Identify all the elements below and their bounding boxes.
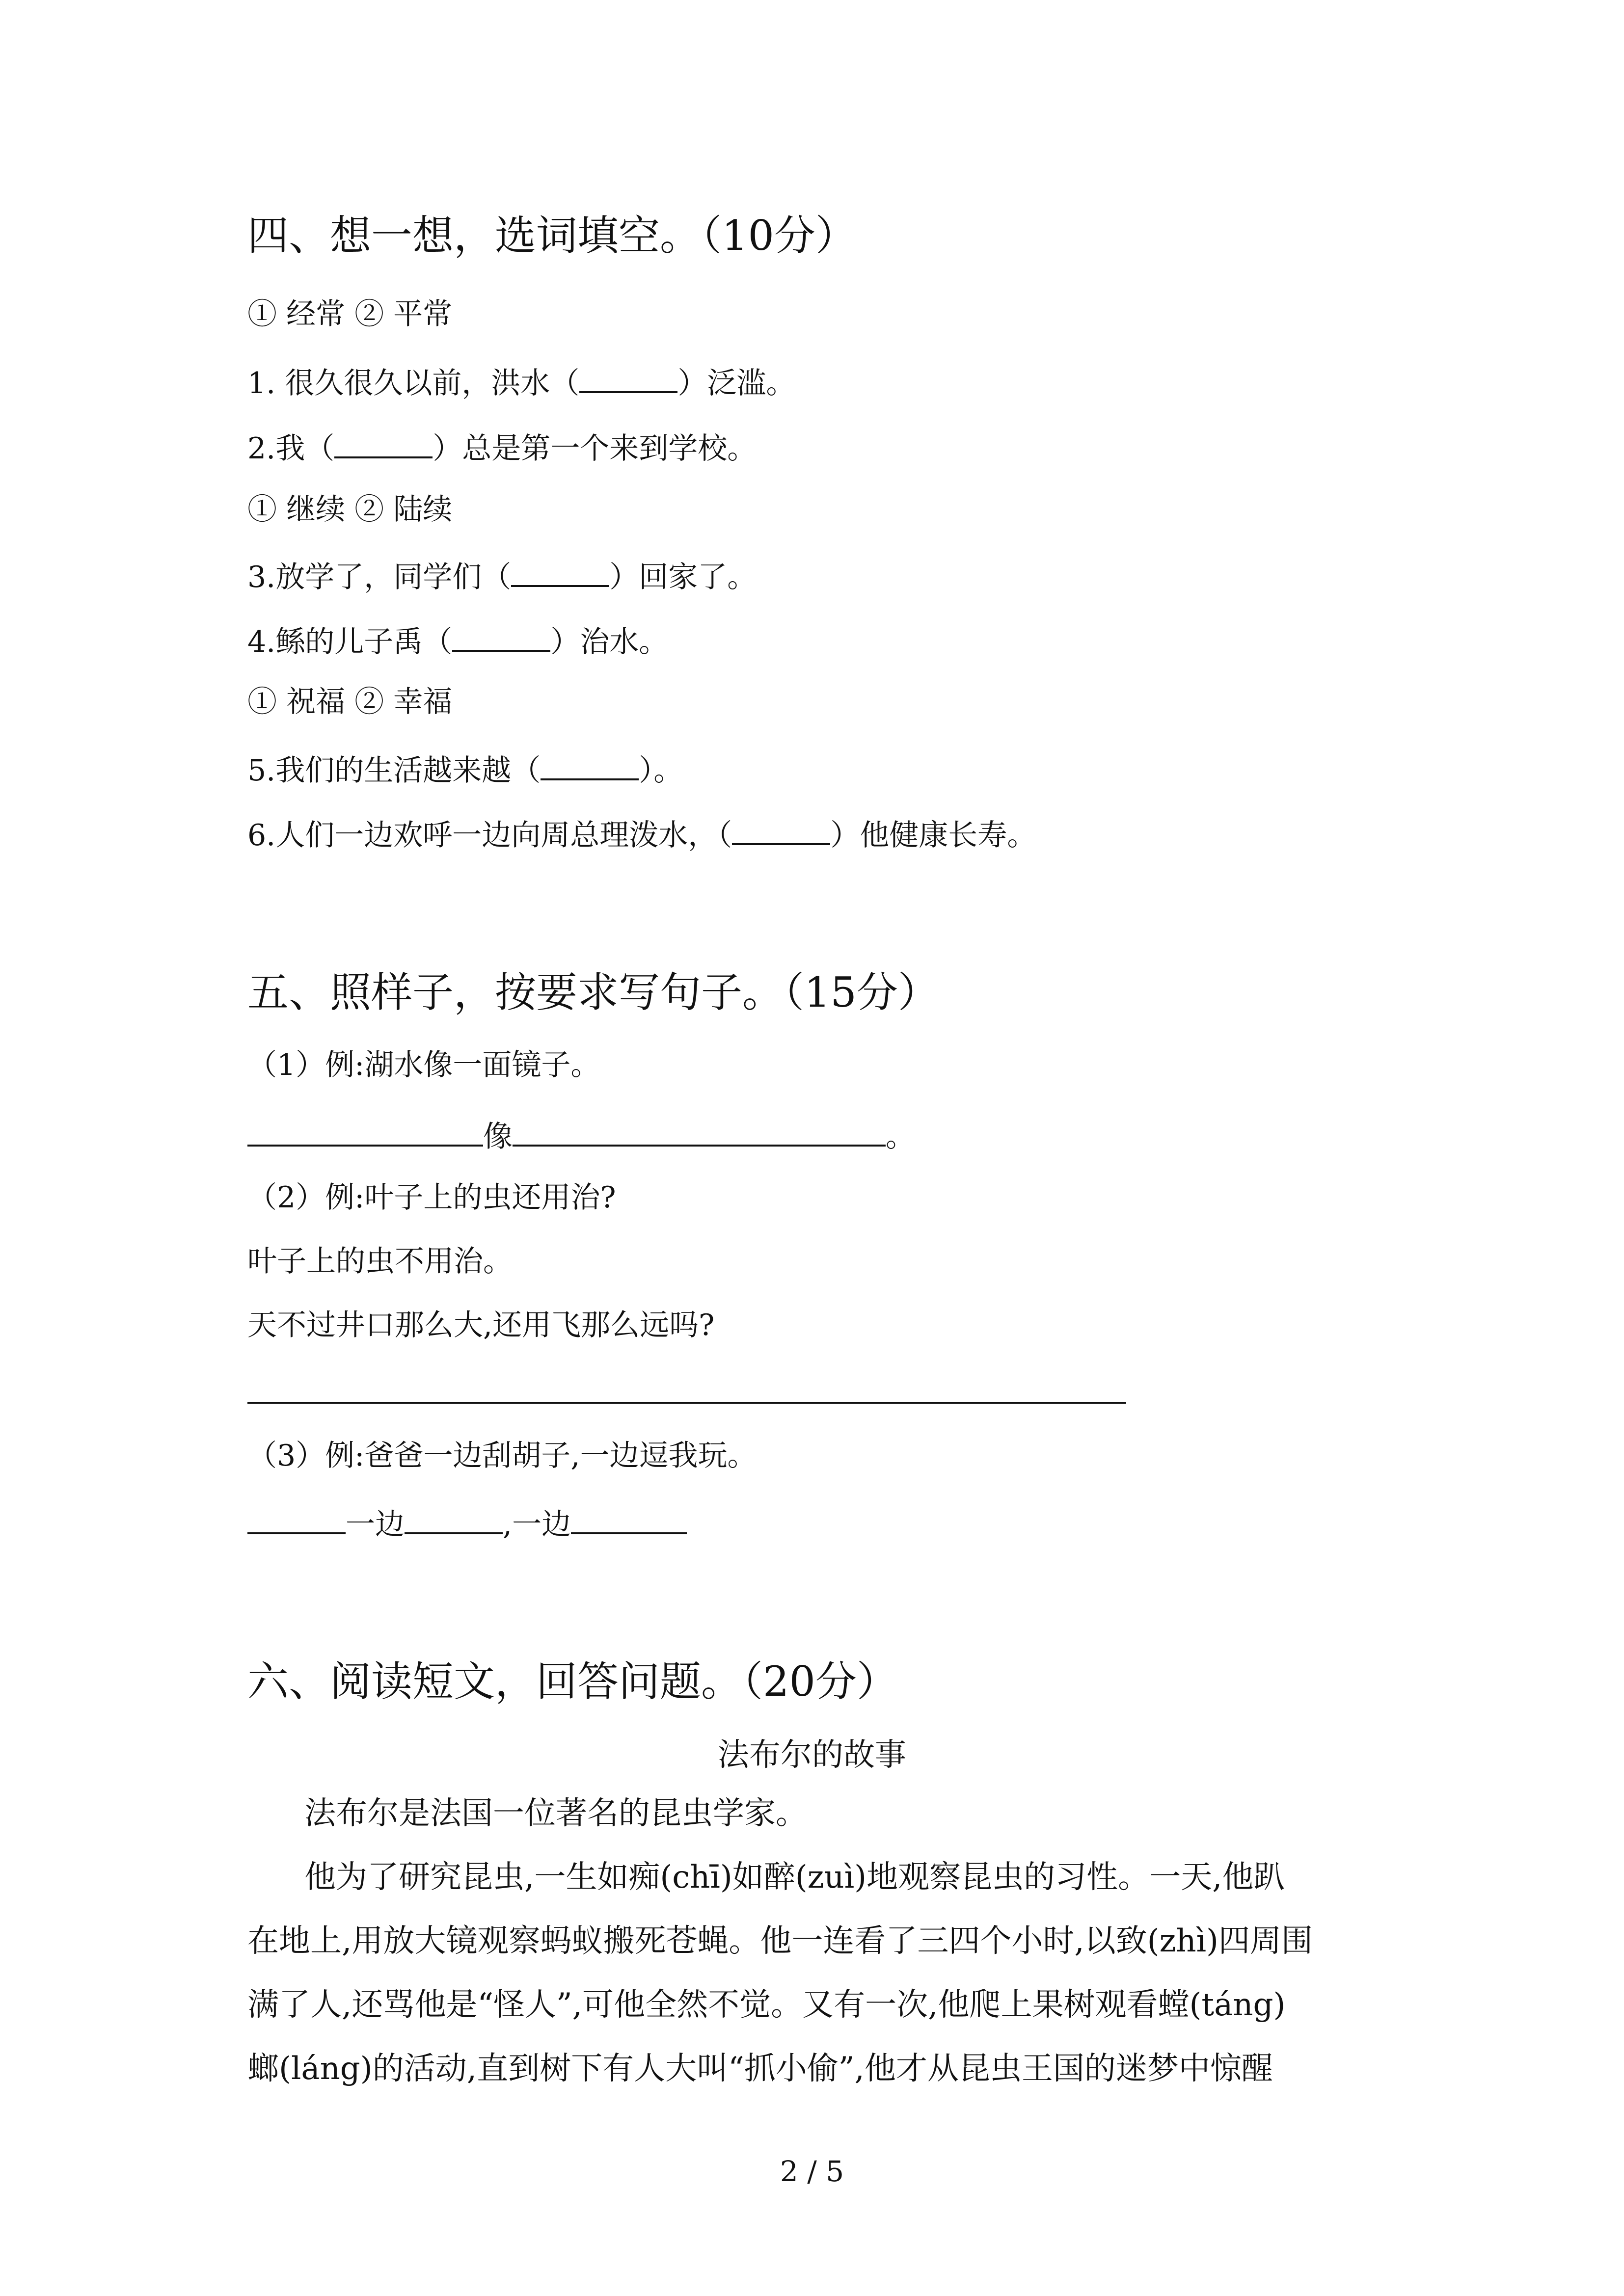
- reading-paragraph-1: 法布尔是法国一位著名的昆虫学家。: [304, 1795, 807, 1832]
- example-3: （3）例:爸爸一边刮胡子,一边逗我玩。: [247, 1439, 757, 1473]
- example-3-blank-2[interactable]: [405, 1502, 503, 1534]
- example-1-period: 。: [886, 1120, 915, 1154]
- question-4-blank[interactable]: [452, 619, 550, 652]
- question-6-text-after: ）他健康长寿。: [830, 818, 1037, 853]
- reading-paragraph-2-line-3: 满了人,还骂他是“怪人”,可他全然不觉。又有一次,他爬上果树观看螳(táng): [247, 1987, 1286, 2023]
- example-2-question: 天不过井口那么大,还用飞那么远吗?: [247, 1308, 715, 1342]
- section-5-heading: 五、照样子，按要求写句子。（15分）: [247, 968, 939, 1016]
- example-2-answer-rule[interactable]: [247, 1402, 1126, 1404]
- question-3-text-before: 3.放学了，同学们（: [247, 560, 512, 594]
- example-1-like-word: 像: [483, 1120, 513, 1154]
- question-4-text-after: ）治水。: [550, 625, 669, 659]
- page-number: 2 / 5: [780, 2155, 844, 2188]
- word-options-2: ① 继续 ② 陆续: [247, 492, 453, 527]
- word-options-1: ① 经常 ② 平常: [247, 297, 453, 331]
- question-1-blank[interactable]: [579, 361, 677, 393]
- question-2-blank[interactable]: [334, 426, 433, 458]
- example-2-answer: 叶子上的虫不用治。: [247, 1244, 513, 1279]
- example-1-answer-line: [247, 1114, 915, 1156]
- question-4: [247, 619, 668, 662]
- question-5: [247, 748, 683, 790]
- example-1: （1）例:湖水像一面镜子。: [247, 1048, 600, 1082]
- reading-paragraph-2-line-2: 在地上,用放大镜观察蚂蚁搬死苍蝇。他一连看了三四个小时,以致(zhì)四周围: [247, 1923, 1313, 1959]
- example-1-blank-subject[interactable]: [247, 1114, 483, 1147]
- question-6-blank[interactable]: [732, 813, 830, 845]
- question-1: [247, 361, 795, 403]
- example-1-blank-object[interactable]: [513, 1114, 886, 1147]
- section-4-heading: 四、想一想，选词填空。（10分）: [247, 212, 857, 260]
- question-1-text-after: ）泛滥。: [677, 366, 796, 400]
- question-1-text-before: 1. 很久很久以前，洪水（: [247, 366, 580, 400]
- question-3: [247, 555, 757, 597]
- reading-title: 法布尔的故事: [718, 1737, 906, 1773]
- example-2: （2）例:叶子上的虫还用治?: [247, 1180, 616, 1215]
- question-6: [247, 813, 1036, 855]
- question-5-text-before: 5.我们的生活越来越（: [247, 753, 541, 788]
- question-2-text-before: 2.我（: [247, 431, 335, 466]
- question-5-blank[interactable]: [541, 748, 639, 780]
- question-5-text-after: ）。: [639, 753, 683, 788]
- section-6-heading: 六、阅读短文，回答问题。（20分）: [247, 1657, 898, 1706]
- reading-paragraph-2-line-1: 他为了研究昆虫,一生如痴(chī)如醉(zuì)地观察昆虫的习性。一天,他趴: [304, 1859, 1285, 1896]
- question-2: [247, 426, 757, 468]
- question-4-text-before: 4.鲧的儿子禹（: [247, 625, 453, 659]
- example-3-connector-1: 一边: [346, 1507, 405, 1542]
- word-options-3: ① 祝福 ② 幸福: [247, 685, 453, 719]
- question-3-blank[interactable]: [511, 555, 609, 587]
- question-3-text-after: ）回家了。: [609, 560, 757, 594]
- question-6-text-before: 6.人们一边欢呼一边向周总理泼水，（: [247, 818, 732, 853]
- reading-paragraph-2-line-4: 螂(láng)的活动,直到树下有人大叫“抓小偷”,他才从昆虫王国的迷梦中惊醒: [247, 2051, 1273, 2087]
- example-3-blank-3[interactable]: [571, 1502, 687, 1534]
- example-3-blank-1[interactable]: [247, 1502, 346, 1534]
- example-3-answer-line: [247, 1502, 687, 1544]
- question-2-text-after: ）总是第一个来到学校。: [433, 431, 757, 466]
- example-3-connector-2: ,一边: [503, 1507, 571, 1542]
